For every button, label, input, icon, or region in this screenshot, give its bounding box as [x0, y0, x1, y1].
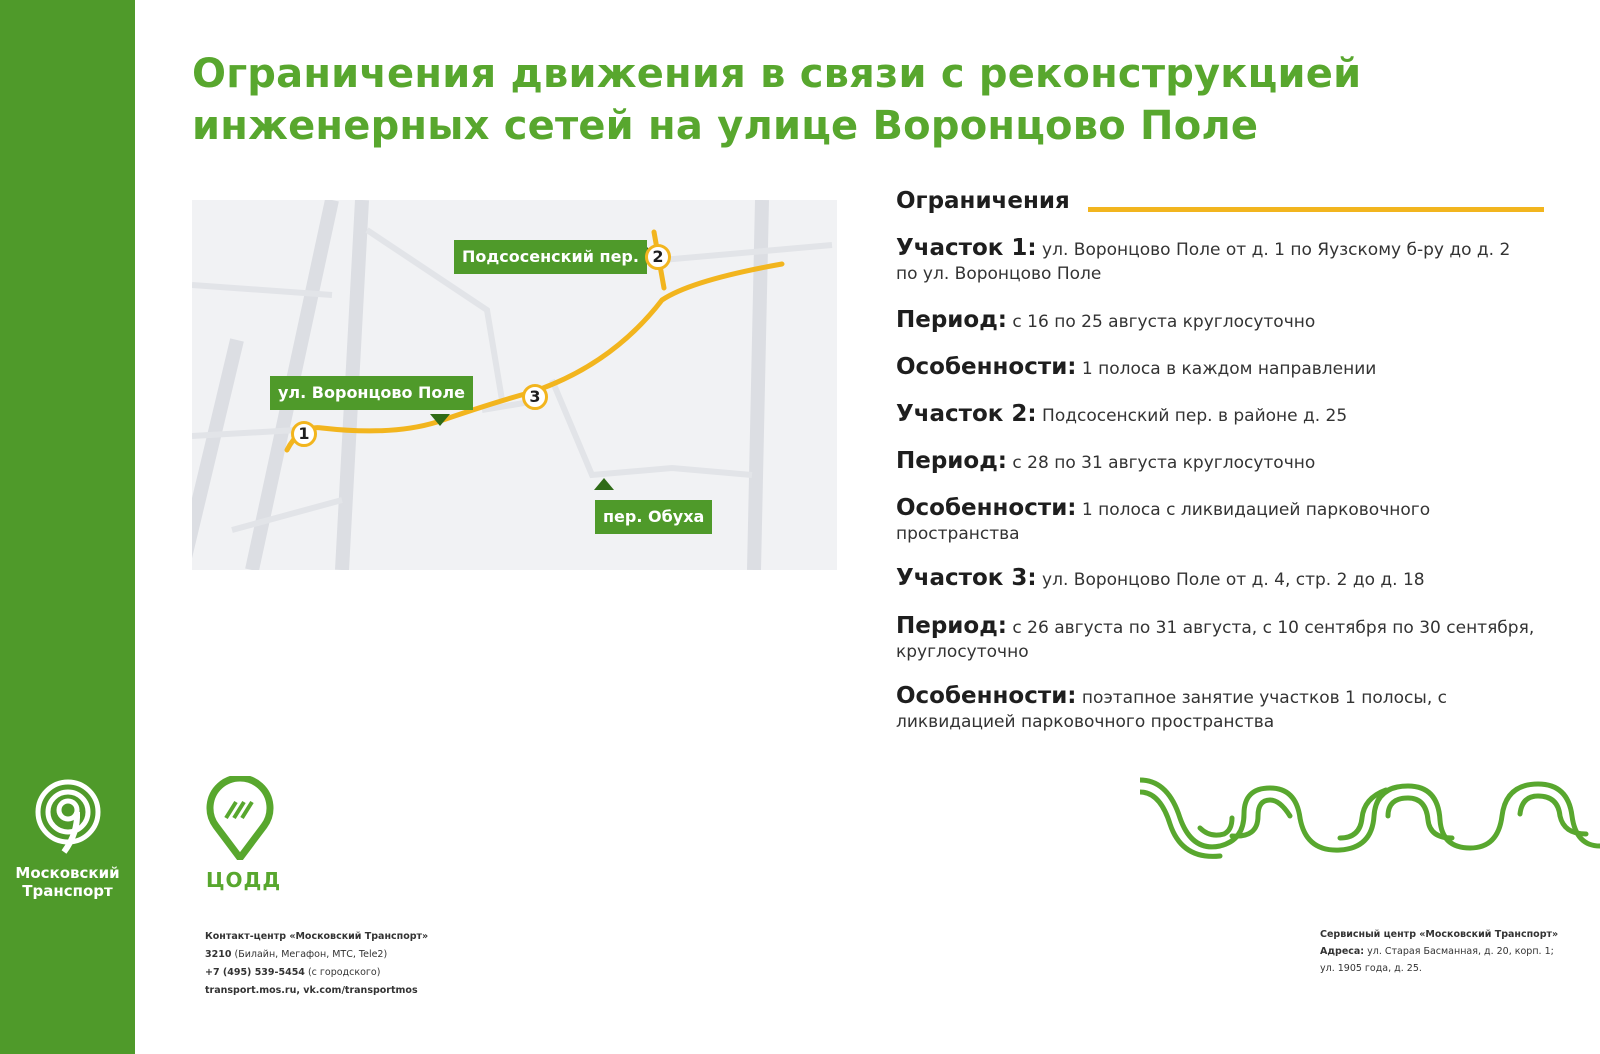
row-key: Участок 1:	[896, 235, 1037, 261]
contact-center-info	[205, 928, 535, 1000]
row-value: 1 полоса с ликвидацией парковочного пространства	[896, 500, 1431, 544]
service-address-2: ул. 1905 года, д. 25.	[1320, 963, 1422, 974]
row-key: Период:	[896, 448, 1008, 474]
row-key: Участок 3:	[896, 565, 1037, 591]
title-line1: Ограничения движения в связи с реконструкцией	[192, 51, 1362, 97]
label-vorontsovo: ул. Воронцово Поле	[270, 376, 473, 410]
row-period1	[896, 308, 1536, 334]
row-key: Особенности:	[896, 354, 1077, 380]
label-podsosensky: Подсосенский пер.	[454, 240, 647, 274]
row-key: Период:	[896, 613, 1008, 639]
row-key: Участок 2:	[896, 401, 1037, 427]
contact-short-number: 3210	[205, 949, 232, 960]
row-period2	[896, 449, 1536, 475]
codd-logo-icon	[202, 776, 278, 860]
sidebar	[0, 0, 135, 1054]
row-value: с 28 по 31 августа круглосуточно	[1012, 453, 1316, 473]
heading-underline	[1088, 207, 1544, 212]
row-value: ул. Воронцово Поле от д. 4, стр. 2 до д. 18	[1042, 570, 1425, 590]
label-obukha: пер. Обуха	[595, 500, 712, 534]
brand-name-line1: Московский	[15, 864, 120, 882]
moscow-transport-name	[0, 864, 135, 900]
row-section3	[896, 566, 1536, 592]
row-period3	[896, 614, 1536, 664]
contact-short-note: (Билайн, Мегафон, МТС, Tele2)	[234, 949, 388, 960]
restrictions-heading: Ограничения	[896, 188, 1070, 214]
row-value: с 16 по 25 августа круглосуточно	[1012, 312, 1316, 332]
brand-name-line2: Транспорт	[22, 882, 113, 900]
page-title	[192, 48, 1392, 152]
row-value: поэтапное занятие участков 1 полосы, с ликвидацией парковочного пространства	[896, 688, 1447, 732]
service-center-info	[1320, 926, 1580, 977]
service-address-1: ул. Старая Басманная, д. 20, корп. 1;	[1367, 946, 1554, 957]
row-key: Период:	[896, 307, 1008, 333]
row-value: Подсосенский пер. в районе д. 25	[1042, 406, 1348, 426]
moscow-transport-logo-icon	[28, 778, 108, 858]
row-features3	[896, 684, 1536, 734]
row-key: Особенности:	[896, 495, 1077, 521]
row-section2	[896, 402, 1536, 428]
obukha-pointer-icon	[594, 478, 614, 490]
marker-3: 3	[522, 384, 548, 410]
marker-2: 2	[645, 244, 671, 270]
marker-1: 1	[291, 421, 317, 447]
contact-links[interactable]: transport.mos.ru, vk.com/transportmos	[205, 985, 418, 996]
row-value: ул. Воронцово Поле от д. 1 по Яузскому б-ру до д. 2 по ул. Воронцово Поле	[896, 240, 1511, 284]
wave-pattern-icon	[1140, 768, 1600, 860]
service-address-label: Адреса:	[1320, 946, 1365, 957]
title-line2: инженерных сетей на улице Воронцово Поле	[192, 103, 1259, 149]
row-features2	[896, 496, 1536, 546]
codd-name: ЦОДД	[206, 868, 282, 892]
row-value: с 26 августа по 31 августа, с 10 сентября по 30 сентября, круглосуточно	[896, 618, 1535, 662]
contact-phone-note: (с городского)	[307, 967, 381, 978]
row-key: Особенности:	[896, 683, 1077, 709]
row-value: 1 полоса в каждом направлении	[1081, 359, 1377, 379]
service-title: Сервисный центр «Московский Транспорт»	[1320, 929, 1559, 940]
route-map	[192, 200, 837, 570]
contact-title: Контакт-центр «Московский Транспорт»	[205, 931, 429, 942]
row-features1	[896, 355, 1536, 381]
contact-phone: +7 (495) 539-5454	[205, 967, 305, 978]
row-section1	[896, 236, 1536, 286]
